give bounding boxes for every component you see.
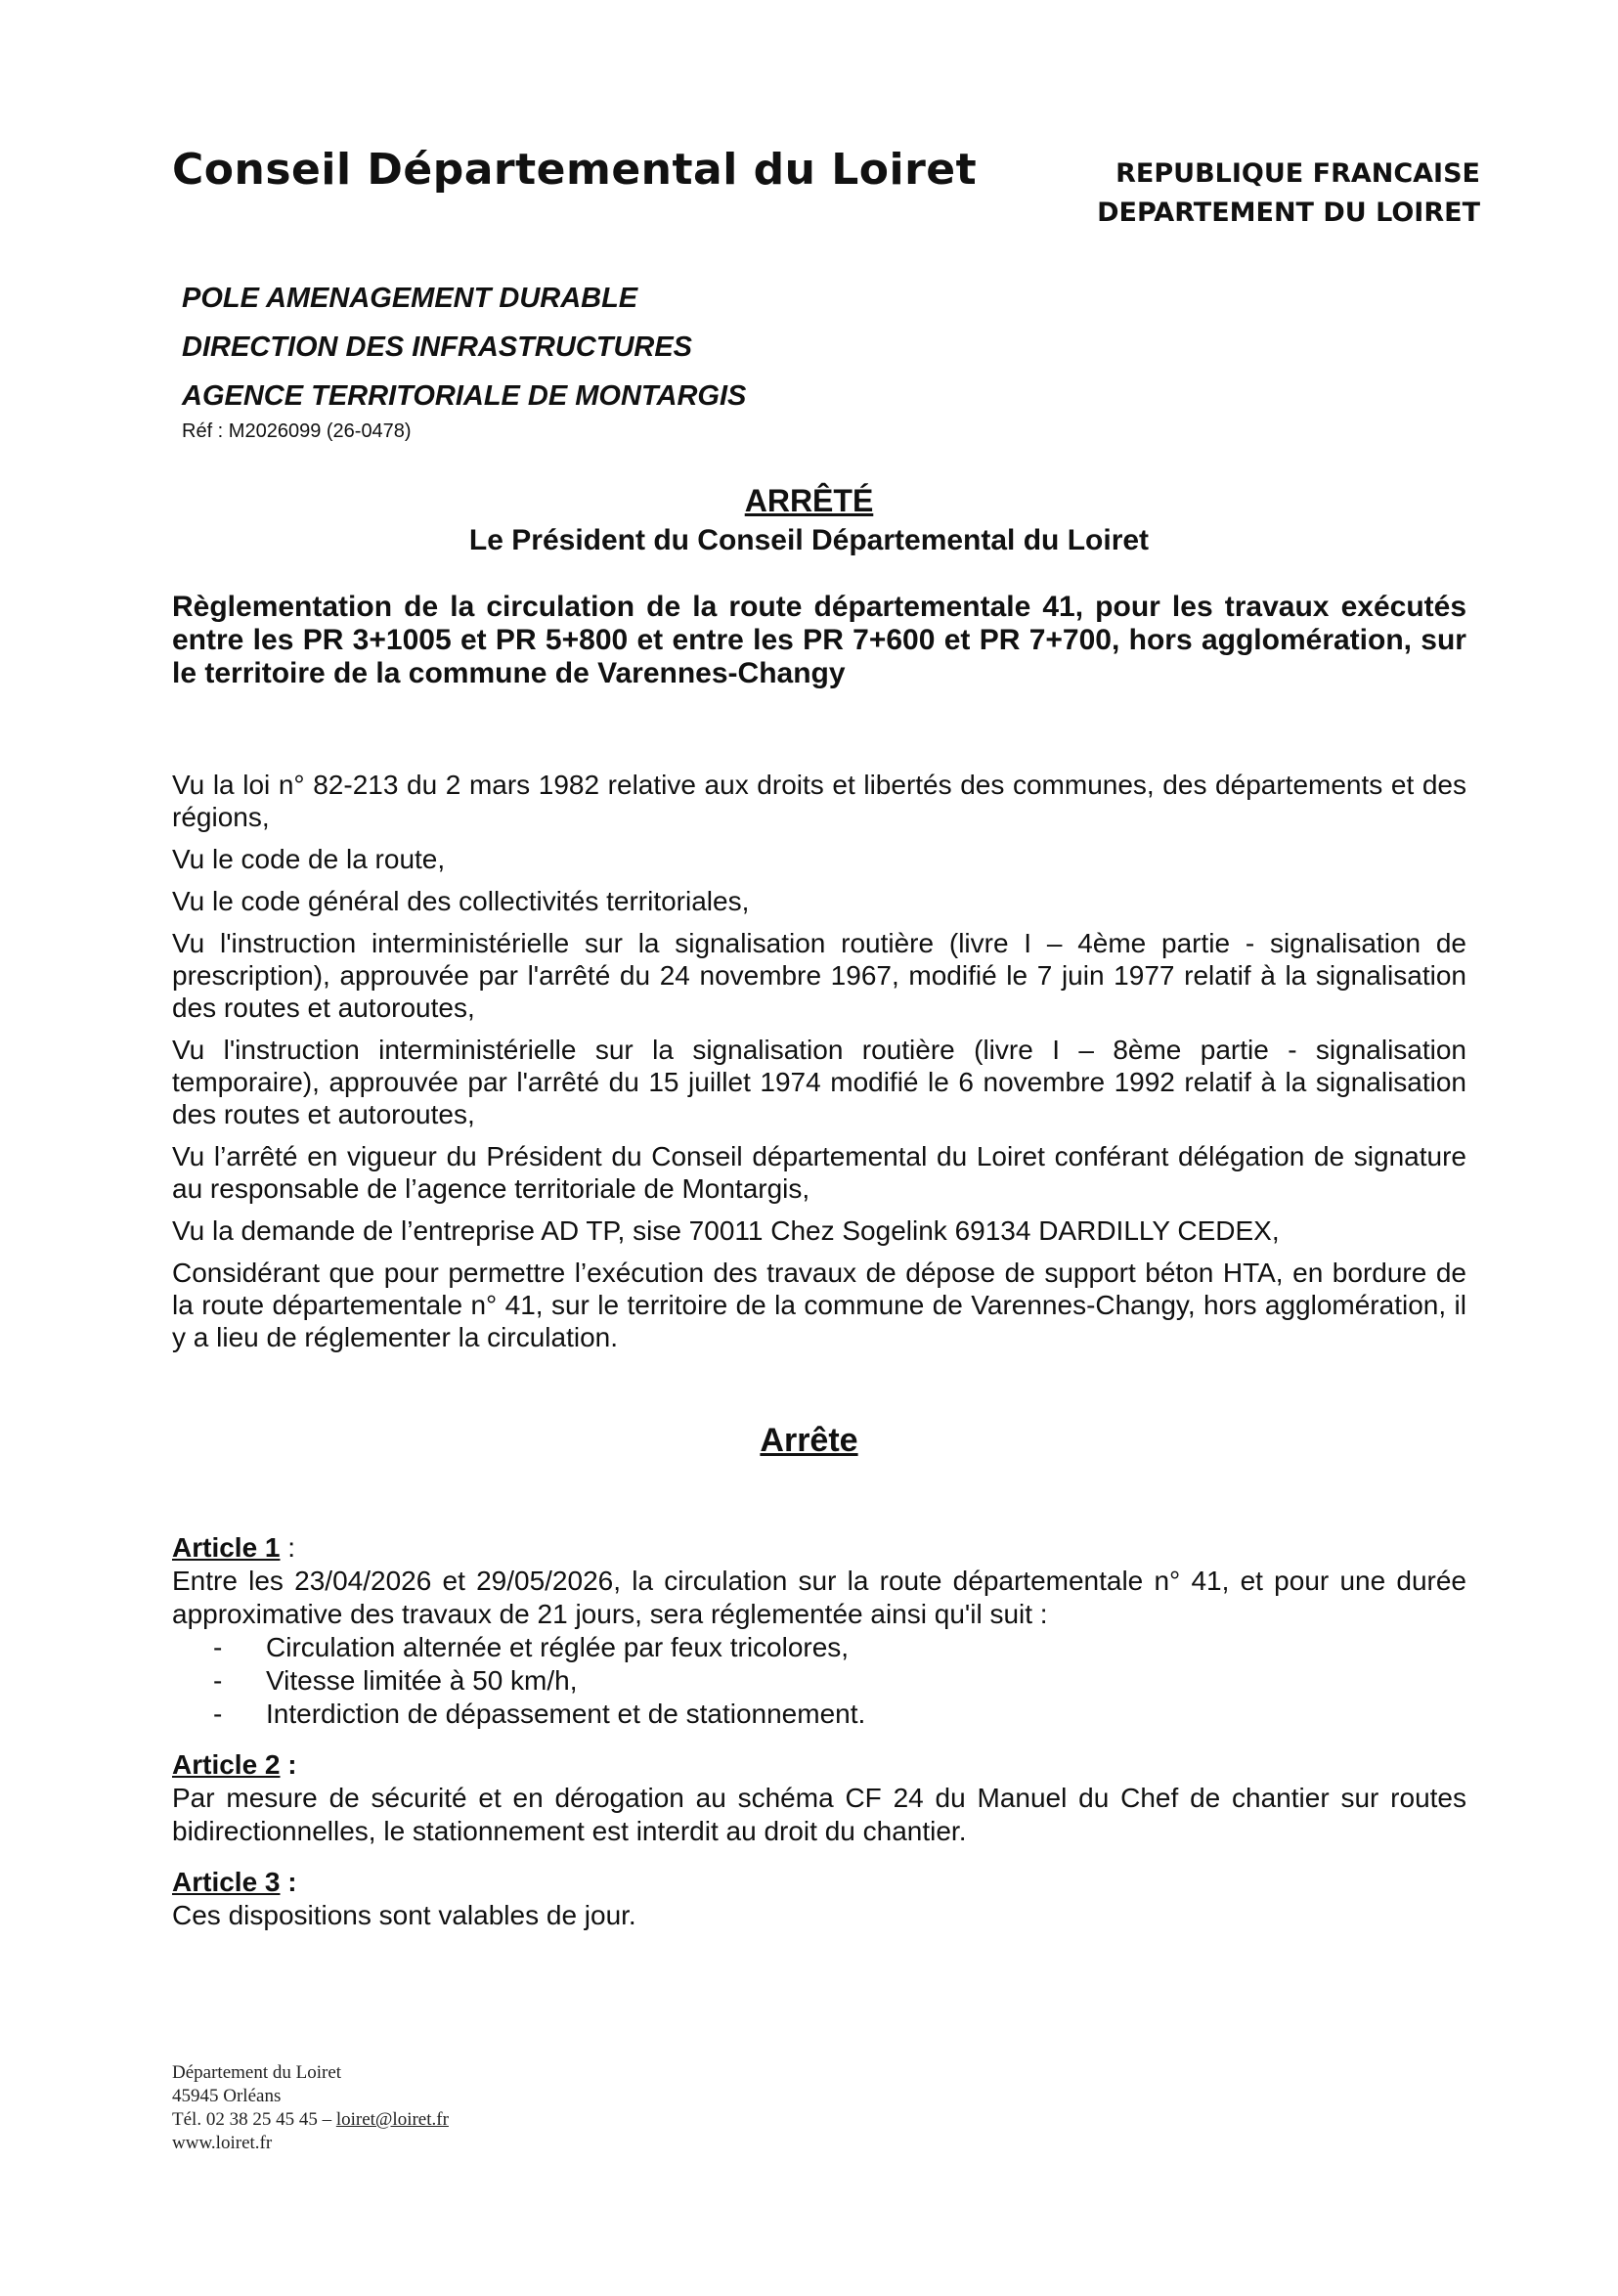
list-dash: - xyxy=(213,1665,223,1696)
article-text: Ces dispositions sont valables de jour. xyxy=(172,1900,636,1930)
visa-item: Vu le code de la route, xyxy=(172,844,446,874)
footer-address xyxy=(172,2061,449,2155)
council-title: Conseil Départemental du Loiret xyxy=(172,145,978,195)
decree-subject: Règlementation de la circulation de la route départementale 41, pour les travaux exécutés entre les PR 3+1005 et PR 5+800 et entre les PR 7+600 et PR 7+700, hors agglomération, sur le territoire de la commune de Varennes-Changy xyxy=(172,591,1466,689)
visas-list xyxy=(172,769,1466,1353)
visa-item: Vu le code général des collectivités territoriales, xyxy=(172,886,750,916)
president-heading: Le Président du Conseil Départemental du Loiret xyxy=(468,524,1150,556)
reference-number: Réf : M2026099 (26-0478) xyxy=(182,420,412,442)
department-line: DEPARTEMENT DU LOIRET xyxy=(1097,198,1480,228)
article-title-text: Article 2 xyxy=(172,1749,281,1780)
list-dash: - xyxy=(213,1699,223,1729)
service-agency: AGENCE TERRITORIALE DE MONTARGIS xyxy=(182,380,747,412)
list-item-text: Circulation alternée et réglée par feux tricolores, xyxy=(266,1632,850,1662)
restrictions-list xyxy=(172,1631,1466,1731)
visa-item: Considérant que pour permettre l’exécution des travaux de dépose de support béton HTA, en bordure de la route départementale n° 41, sur le territoire de la commune de Varennes-Changy, hors agglomération, il y a lieu de réglementer la circulation. xyxy=(172,1258,1466,1352)
list-item xyxy=(172,1698,1466,1731)
article-colon: : xyxy=(280,1867,297,1897)
list-item xyxy=(172,1631,1466,1664)
article-3 xyxy=(172,1866,1466,1932)
visa-item: Vu l'instruction interministérielle sur la signalisation routière (livre I – 8ème partie - signalisation temporaire), approuvée par l'arrêté du 15 juillet 1974 modifié le 6 novembre 1992 relatif à la signalisation des routes et autoroutes, xyxy=(172,1035,1466,1129)
visa-item: Vu l’arrêté en vigueur du Président du Conseil départemental du Loiret conférant délégation de signature au responsable de l’agence territoriale de Montargis, xyxy=(172,1141,1466,1204)
list-item xyxy=(172,1664,1466,1698)
article-title xyxy=(172,1531,1466,1565)
article-colon: : xyxy=(280,1749,297,1780)
article-title xyxy=(172,1866,1466,1899)
article-title-text: Article 3 xyxy=(172,1867,281,1897)
list-item-text: Interdiction de dépassement et de stationnement. xyxy=(266,1699,866,1729)
footer-org: Département du Loiret xyxy=(172,2062,342,2083)
republic-header xyxy=(1054,155,1480,233)
article-title xyxy=(172,1748,1466,1782)
list-dash: - xyxy=(213,1632,223,1662)
service-pole: POLE AMENAGEMENT DURABLE xyxy=(182,283,638,314)
visa-item: Vu la loi n° 82-213 du 2 mars 1982 relative aux droits et libertés des communes, des départements et des régions, xyxy=(172,770,1466,832)
article-2 xyxy=(172,1748,1466,1848)
articles-section xyxy=(172,1531,1466,1950)
service-direction: DIRECTION DES INFRASTRUCTURES xyxy=(182,331,693,363)
footer-city: 45945 Orléans xyxy=(172,2086,282,2106)
footer-phone: Tél. 02 38 25 45 45 – xyxy=(172,2109,332,2130)
republic-line: REPUBLIQUE FRANCAISE xyxy=(1115,158,1480,189)
arrete-heading: ARRÊTÉ xyxy=(744,483,874,518)
issuing-services xyxy=(182,274,746,420)
article-title-text: Article 1 xyxy=(172,1532,281,1563)
visa-item: Vu l'instruction interministérielle sur la signalisation routière (livre I – 4ème partie - signalisation de prescription), approuvée par l'arrêté du 24 novembre 1967, modifié le 7 juin 1977 relatif à la signalisation des routes et autoroutes, xyxy=(172,928,1466,1023)
footer-email-link[interactable]: loiret@loiret.fr xyxy=(335,2109,449,2130)
article-text: Par mesure de sécurité et en dérogation au schéma CF 24 du Manuel du Chef de chantier sur routes bidirectionnelles, le stationnement est interdit au droit du chantier. xyxy=(172,1783,1466,1846)
list-item-text: Vitesse limitée à 50 km/h, xyxy=(266,1665,578,1696)
article-colon: : xyxy=(280,1532,296,1563)
visa-item: Vu la demande de l’entreprise AD TP, sise 70011 Chez Sogelink 69134 DARDILLY CEDEX, xyxy=(172,1215,1280,1246)
article-1 xyxy=(172,1531,1466,1731)
footer-contact xyxy=(172,2108,449,2132)
article-text: Entre les 23/04/2026 et 29/05/2026, la circulation sur la route départementale n° 41, et pour une durée approximative des travaux de 21 jours, sera réglementée ainsi qu'il suit : xyxy=(172,1566,1466,1629)
decision-heading: Arrête xyxy=(760,1422,858,1459)
footer-website[interactable]: www.loiret.fr xyxy=(172,2133,273,2153)
